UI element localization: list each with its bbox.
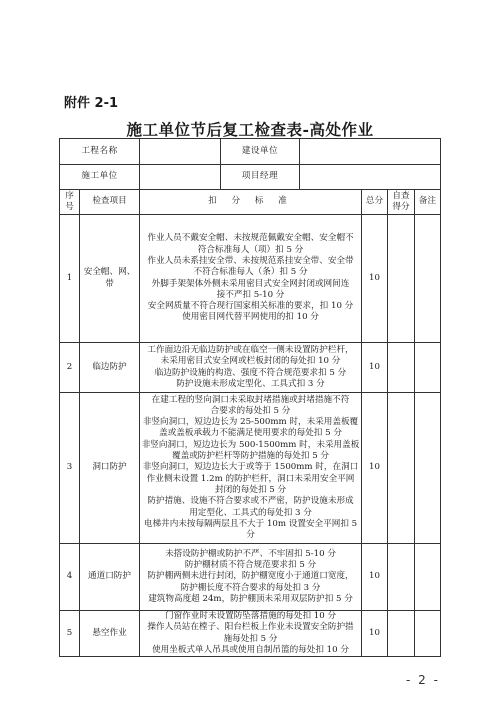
header-seq: 序 号 (60, 190, 80, 215)
row-item: 通道口防护 (80, 544, 140, 611)
row-total: 10 (362, 393, 388, 544)
row-standard (140, 343, 362, 393)
standard-line: 防护措施、设施不符合要求或不严密，防护设施未形成 (147, 496, 354, 507)
standard-line: 外脚手架架体外侧未采用密目式安全网封闭或网间连 (151, 278, 350, 289)
table-row (60, 544, 441, 611)
row-standard (140, 611, 362, 657)
row-self-score[interactable] (388, 544, 415, 611)
standard-line: 安全网质量不符合现行国家相关标准的要求，扣 10 分 (147, 301, 354, 312)
row-total: 10 (362, 611, 388, 657)
row-seq: 1 (60, 215, 80, 343)
annex-label: 附件 2-1 (64, 96, 119, 111)
row-seq: 4 (60, 544, 80, 611)
row-standard (140, 393, 362, 544)
construction-unit-value[interactable] (300, 139, 440, 164)
standard-line: 不符合标准每人（条）扣 5 分 (193, 267, 308, 278)
page-number: - 2 - (406, 673, 440, 687)
row-standard (140, 215, 362, 343)
row-seq: 3 (60, 393, 80, 544)
standard-line: 使用坐板式单人吊具或使用自制吊篮的每处扣 10 分 (152, 644, 349, 655)
table-row (60, 343, 441, 393)
table-row (60, 393, 441, 544)
standard-line: 防护棚两侧未进行封闭，防护棚宽度小于通道口宽度， (147, 571, 354, 582)
row-total: 10 (362, 343, 388, 393)
info-row-builder (60, 165, 441, 190)
standard-line: 防护设施未形成定型化、工具式扣 3 分 (176, 378, 325, 389)
standard-line: 用定型化、工具式的每处扣 3 分 (189, 507, 312, 518)
row-remark[interactable] (415, 544, 441, 611)
row-total: 10 (362, 544, 388, 611)
standard-line: 防护棚材质不符合规范要求扣 5 分 (184, 560, 317, 571)
standard-line: 非竖向洞口，短边边长大于或等于 1500mm 时，在洞口 (142, 462, 359, 473)
row-seq: 2 (60, 343, 80, 393)
row-item: 临边防护 (80, 343, 140, 393)
header-remark: 备注 (415, 190, 441, 215)
standard-line: 工作面边沿无临边防护或在临空一侧未设置防护栏杆， (147, 344, 354, 355)
standard-line: 接不严扣 5-10 分 (216, 289, 285, 300)
standard-line: 在建工程的竖向洞口未采取封堵措施或封堵措施不符 (151, 394, 350, 405)
project-name-label: 工程名称 (60, 139, 140, 165)
row-remark[interactable] (415, 343, 441, 393)
builder-info-cell (140, 165, 441, 190)
header-item: 检查项目 (80, 190, 140, 215)
header-standard: 扣 分 标 准 (140, 190, 362, 215)
standard-line: 作业侧未设置 1.2m 的防护栏杆，洞口未采用安全平网 (146, 473, 355, 484)
standard-line: 非竖向洞口，短边边长为 25-500mm 时，未采用盖板覆 (142, 417, 359, 428)
standard-line: 未采用密目式安全网或栏板封闭的每处扣 10 分 (160, 356, 341, 367)
inspection-table (59, 138, 441, 657)
row-self-score[interactable] (388, 343, 415, 393)
info-row-project (60, 139, 441, 165)
row-item: 悬空作业 (80, 611, 140, 657)
standard-line: 门窗作业时未设置防坠落措施的每处扣 10 分 (164, 611, 337, 621)
standard-line: 施每处扣 5 分 (223, 633, 278, 644)
row-remark[interactable] (415, 215, 441, 343)
row-standard (140, 544, 362, 611)
standard-line: 封闭的每处扣 5 分 (214, 484, 287, 495)
project-manager-value[interactable] (300, 165, 440, 189)
row-self-score[interactable] (388, 611, 415, 657)
standard-line: 合要求的每处扣 5 分 (210, 405, 291, 416)
standard-line: 非竖向洞口，短边边长为 500-1500mm 时，未采用盖板 (141, 439, 360, 450)
standard-line: 建筑物高度超 24m，防护棚顶未采用双层防护扣 5 分 (148, 593, 353, 604)
row-item: 安全帽、网、 带 (80, 215, 140, 343)
table-row (60, 215, 441, 343)
row-remark[interactable] (415, 393, 441, 544)
standard-line: 临边防护设施的构造、强度不符合规范要求扣 5 分 (154, 367, 347, 378)
standard-line: 未搭设防护棚或防护不严、不牢固扣 5-10 分 (165, 548, 336, 559)
row-item: 洞口防护 (80, 393, 140, 544)
standard-line: 防护棚长度不符合要求的每处扣 3 分 (180, 582, 321, 593)
header-total: 总分 (362, 190, 388, 215)
page-title: 施工单位节后复工检查表-高处作业 (126, 120, 374, 139)
header-row (60, 190, 441, 215)
construction-unit-label: 建设单位 (221, 139, 300, 164)
standard-line: 作业人员不戴安全帽、未按规范佩戴安全帽、安全帽不 (147, 233, 354, 244)
row-seq: 5 (60, 611, 80, 657)
project-manager-label: 项目经理 (221, 165, 300, 189)
builder-unit-value[interactable] (140, 165, 221, 189)
builder-unit-label: 施工单位 (60, 165, 140, 190)
standard-line: 覆盖或防护栏杆等防护措施的每处扣 5 分 (172, 451, 330, 462)
project-info-cell (140, 139, 441, 165)
row-total: 10 (362, 215, 388, 343)
standard-line: 使用密目网代替平网使用的扣 10 分 (182, 312, 319, 323)
standard-line: 分 (246, 530, 255, 541)
row-self-score[interactable] (388, 393, 415, 544)
standard-line: 作业人员未系挂安全带、未按规范系挂安全带、安全带 (147, 255, 354, 266)
standard-line: 电梯井内未按每隔两层且不大于 10m 设置安全平网扣 5 (143, 518, 358, 529)
table-row (60, 611, 441, 657)
standard-line: 符合标准每人（项）扣 5 分 (197, 244, 304, 255)
standard-line: 盖或盖板承载力不能满足使用要求的每处扣 5 分 (159, 428, 342, 439)
row-remark[interactable] (415, 611, 441, 657)
header-self-score: 自查 得分 (388, 190, 415, 215)
project-name-value[interactable] (140, 139, 221, 164)
standard-line: 操作人员站在樘子、阳台栏板上作业未设置安全防护措 (147, 622, 354, 633)
row-self-score[interactable] (388, 215, 415, 343)
